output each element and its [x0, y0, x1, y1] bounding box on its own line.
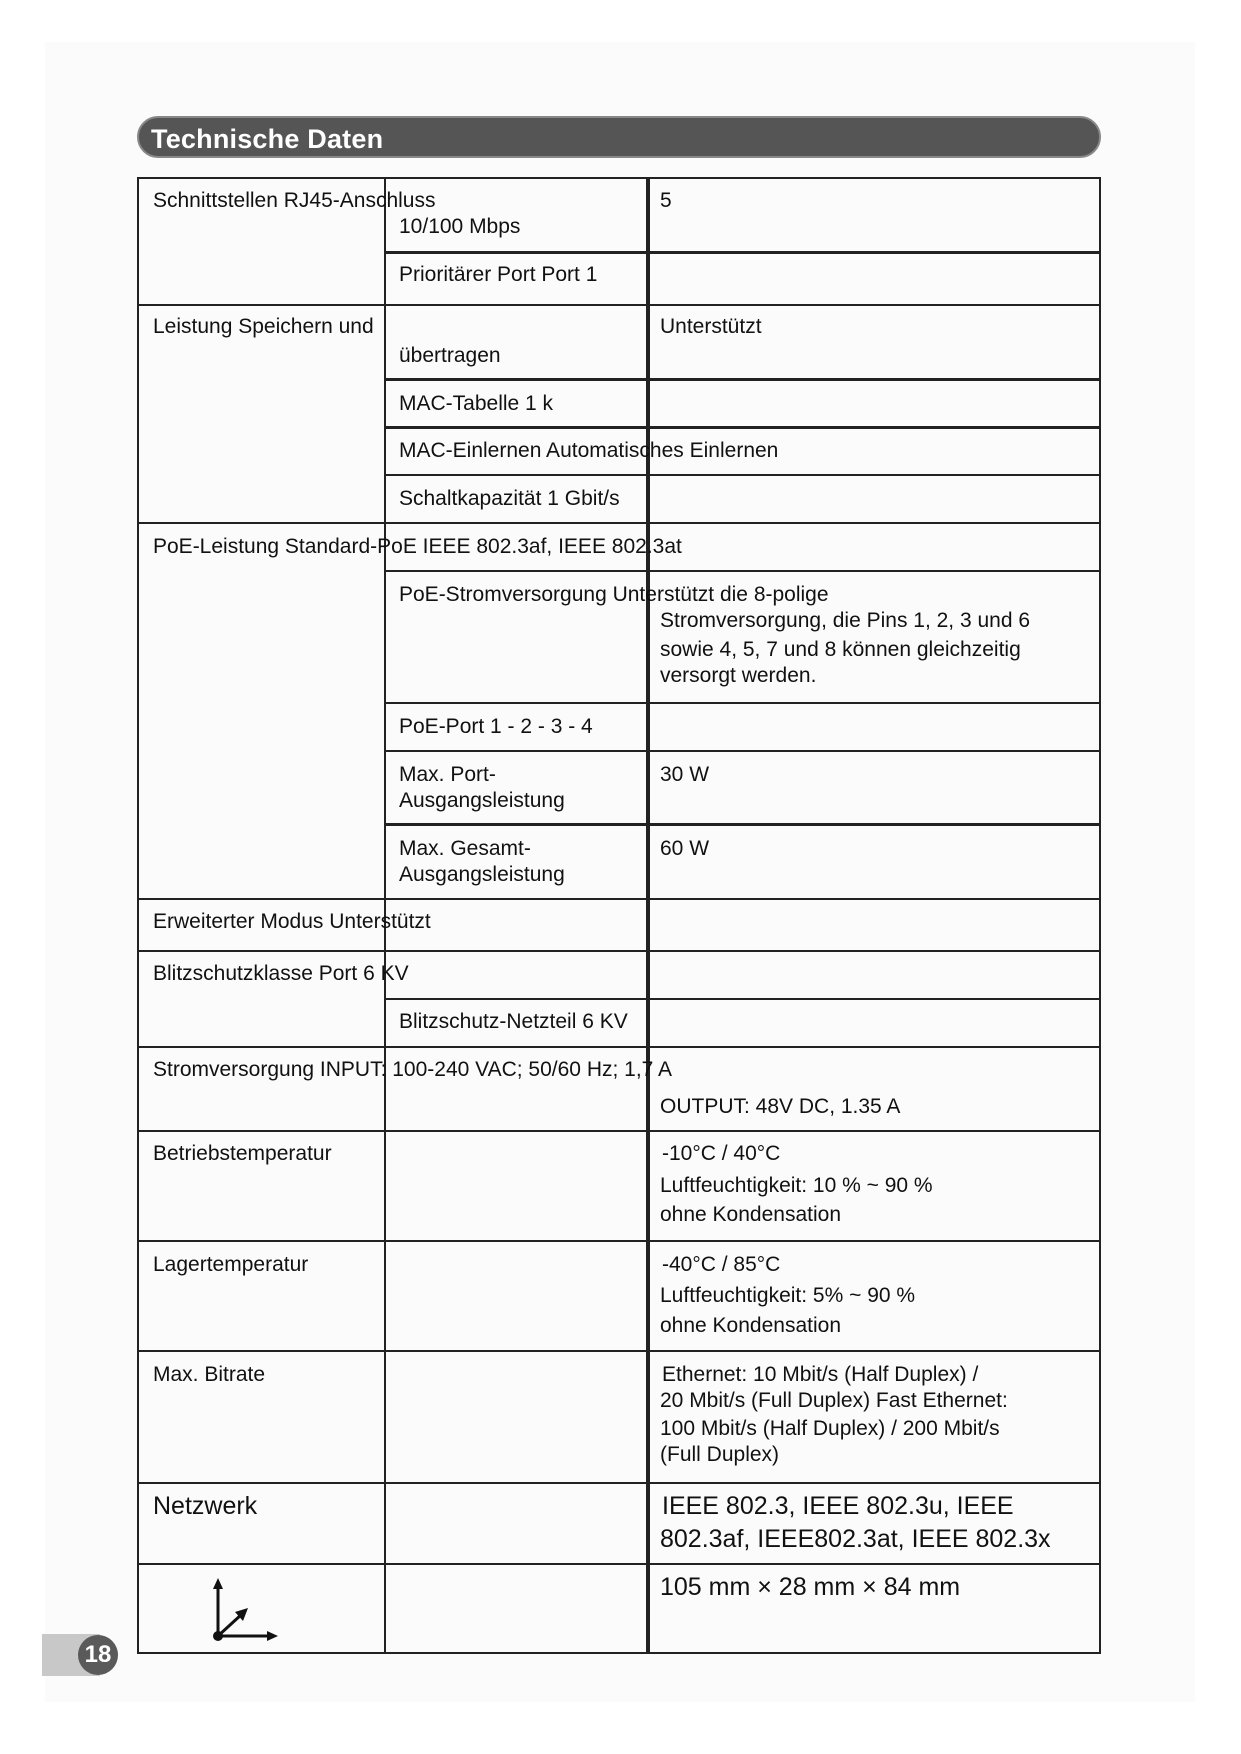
row-rule: [137, 1130, 1101, 1132]
cell-priority-port: Prioritärer Port Port 1: [399, 263, 598, 286]
cell-store-forward-label: Leistung Speichern und: [153, 315, 374, 338]
cell-surge-psu: Blitzschutz-Netzteil 6 KV: [399, 1010, 628, 1033]
row-rule: [137, 950, 1101, 952]
table-border-right: [1099, 177, 1101, 1654]
cell-max-total-output-value: 60 W: [660, 837, 710, 860]
cell-interfaces-value: 5: [660, 189, 672, 212]
cell-extended-mode: Erweiterter Modus Unterstützt: [153, 910, 431, 933]
cell-network-label: Netzwerk: [153, 1492, 258, 1520]
cell-surge-port: Blitzschutzklasse Port 6 KV: [153, 962, 409, 985]
cell-storage-condensation: ohne Kondensation: [660, 1314, 841, 1337]
cell-store-forward-value: Unterstützt: [660, 315, 762, 338]
row-rule: [137, 898, 1101, 900]
row-rule: [384, 474, 1101, 476]
page-number: 18: [78, 1635, 118, 1675]
row-rule: [137, 1350, 1101, 1352]
cell-max-bitrate-line3: 100 Mbit/s (Half Duplex) / 200 Mbit/s: [660, 1417, 1000, 1440]
row-rule: [384, 426, 1101, 429]
cell-max-bitrate-line4: (Full Duplex): [660, 1443, 780, 1466]
cell-poe-supply-line3: versorgt werden.: [660, 664, 817, 687]
cell-network-line1: IEEE 802.3, IEEE 802.3u, IEEE: [662, 1492, 1014, 1520]
cell-operating-humidity: Luftfeuchtigkeit: 10 % ~ 90 %: [660, 1174, 933, 1197]
row-rule: [137, 1482, 1101, 1484]
cell-max-port-output-value: 30 W: [660, 763, 710, 786]
cell-storage-temp-range: -40°C / 85°C: [662, 1253, 781, 1276]
cell-poe-ports: PoE-Port 1 - 2 - 3 - 4: [399, 715, 593, 738]
cell-poe-supply-line2: sowie 4, 5, 7 und 8 können gleichzeitig: [660, 638, 1021, 661]
table-border-bottom: [137, 1652, 1101, 1654]
row-rule: [384, 823, 1101, 826]
cell-poe-standard: PoE-Leistung Standard-PoE IEEE 802.3af, IEEE 802.3at: [153, 535, 682, 558]
cell-max-port-output-l1: Max. Port-: [399, 763, 496, 786]
cell-max-bitrate-line1: Ethernet: 10 Mbit/s (Half Duplex) /: [662, 1363, 979, 1386]
row-rule: [384, 570, 1101, 572]
cell-max-bitrate-label: Max. Bitrate: [153, 1363, 266, 1386]
cell-store-forward-label-cont: übertragen: [399, 344, 501, 367]
cell-power-input: Stromversorgung INPUT: 100-240 VAC; 50/60 Hz; 1,7 A: [153, 1058, 673, 1081]
row-rule: [384, 998, 1101, 1000]
cell-interfaces-label: Schnittstellen RJ45-Anschluss: [153, 189, 436, 212]
cell-storage-temp-label: Lagertemperatur: [153, 1253, 309, 1276]
cell-operating-temp-range: -10°C / 40°C: [662, 1142, 781, 1165]
cell-operating-temp-label: Betriebstemperatur: [153, 1142, 332, 1165]
column-divider-2: [646, 177, 650, 1654]
row-rule: [137, 522, 1101, 524]
cell-mac-learning: MAC-Einlernen Automatisches Einlernen: [399, 439, 779, 462]
cell-power-output: OUTPUT: 48V DC, 1.35 A: [660, 1095, 901, 1118]
cell-network-line2: 802.3af, IEEE802.3at, IEEE 802.3x: [660, 1525, 1051, 1553]
cell-dimensions-value: 105 mm × 28 mm × 84 mm: [660, 1573, 961, 1601]
row-rule: [384, 251, 1101, 254]
row-rule: [384, 702, 1101, 704]
row-rule: [137, 304, 1101, 306]
row-rule: [384, 378, 1101, 381]
cell-poe-supply-line1: Stromversorgung, die Pins 1, 2, 3 und 6: [660, 609, 1031, 632]
cell-switching-capacity: Schaltkapazität 1 Gbit/s: [399, 487, 620, 510]
row-rule: [137, 1240, 1101, 1242]
cell-max-port-output-l2: Ausgangsleistung: [399, 789, 565, 812]
cell-operating-condensation: ohne Kondensation: [660, 1203, 841, 1226]
cell-poe-supply-label: PoE-Stromversorgung Unterstützt die 8-polige: [399, 583, 829, 606]
dimensions-axes-icon: [208, 1578, 278, 1644]
cell-max-bitrate-line2: 20 Mbit/s (Full Duplex) Fast Ethernet:: [660, 1389, 1008, 1412]
cell-interfaces-speed: 10/100 Mbps: [399, 215, 521, 238]
cell-mac-table: MAC-Tabelle 1 k: [399, 392, 554, 415]
table-border-left: [137, 177, 139, 1654]
table-border-top: [137, 177, 1101, 179]
cell-max-total-output-l1: Max. Gesamt-: [399, 837, 531, 860]
row-rule: [137, 1563, 1101, 1565]
cell-storage-humidity: Luftfeuchtigkeit: 5% ~ 90 %: [660, 1284, 916, 1307]
row-rule: [384, 750, 1101, 752]
section-title: Technische Daten: [151, 124, 384, 154]
cell-max-total-output-l2: Ausgangsleistung: [399, 863, 565, 886]
row-rule: [137, 1046, 1101, 1048]
